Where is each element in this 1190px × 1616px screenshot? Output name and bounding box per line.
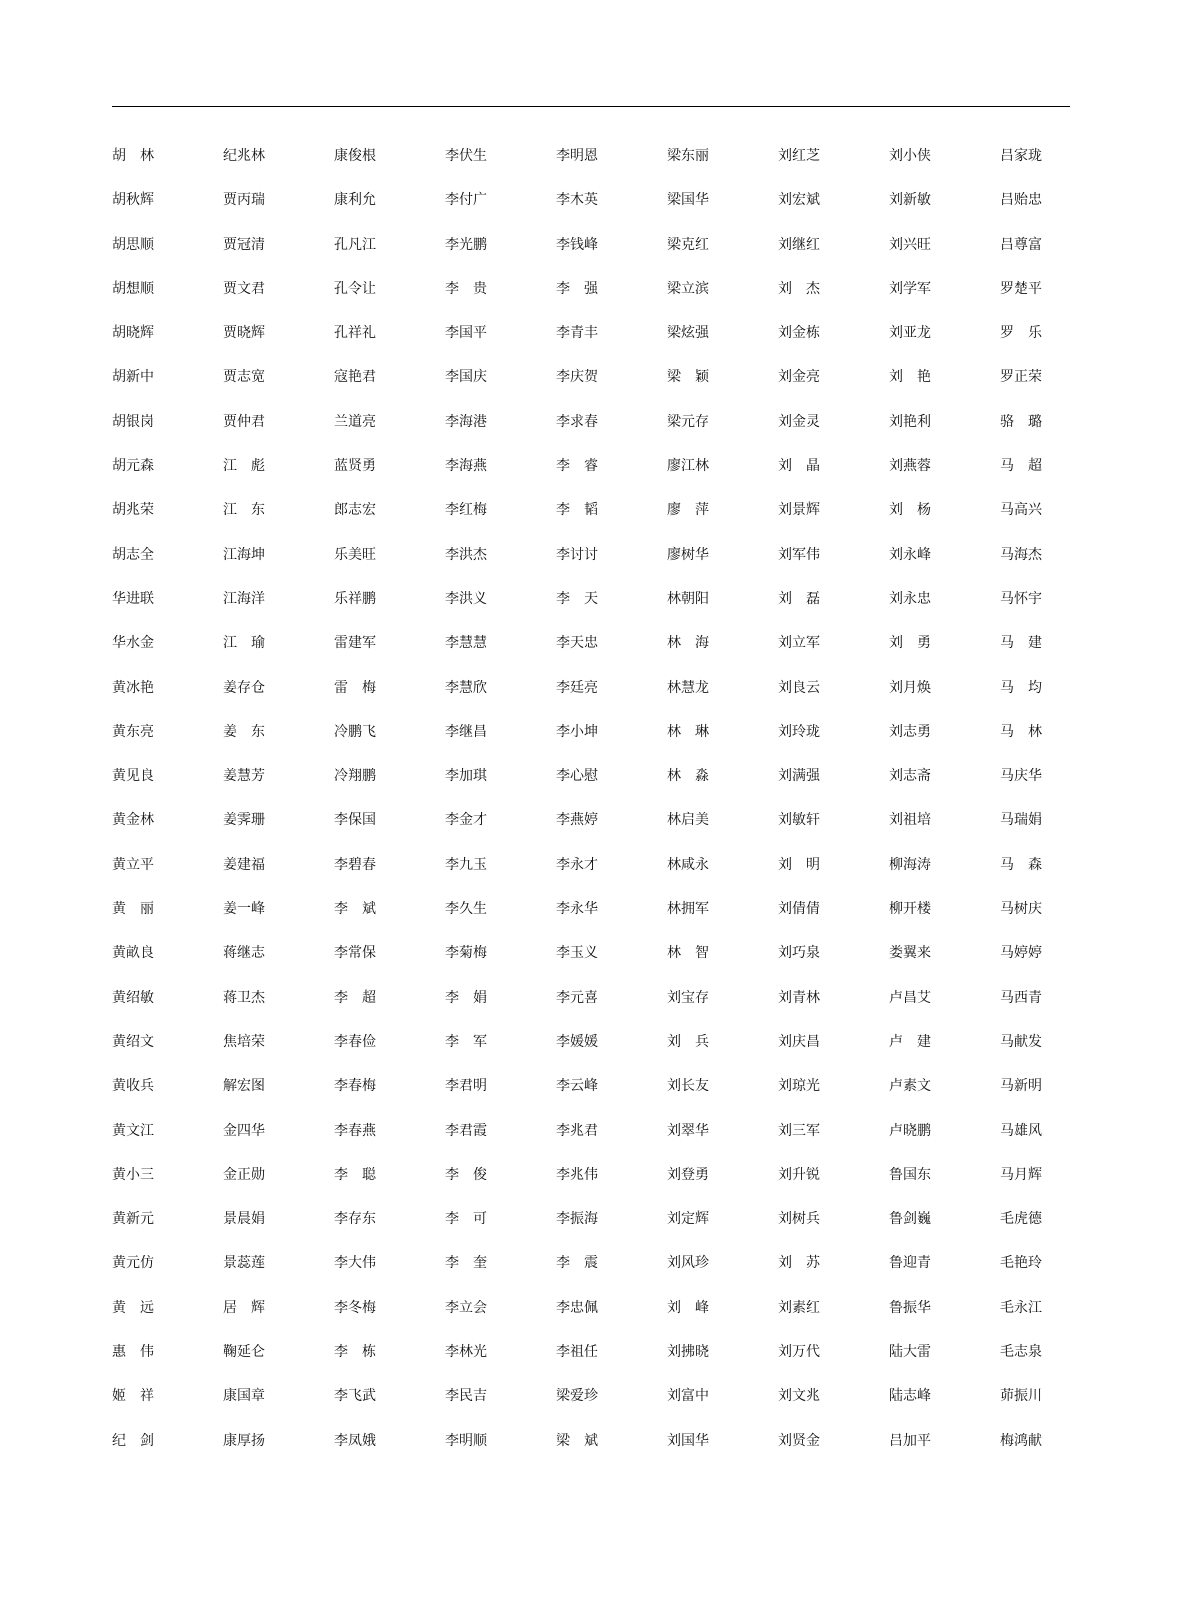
name-entry: 李廷亮 xyxy=(556,679,598,696)
name-entry: 刘长友 xyxy=(667,1078,709,1095)
name-entry: 景蕊莲 xyxy=(223,1255,265,1272)
name-entry: 马高兴 xyxy=(1000,502,1042,519)
name-entry: 李永华 xyxy=(556,901,598,918)
name-entry: 蓝贤勇 xyxy=(334,458,376,475)
name-entry: 刘倩倩 xyxy=(778,901,820,918)
name-entry: 刘 杰 xyxy=(778,280,820,297)
name-entry: 纪兆林 xyxy=(223,148,265,164)
name-entry: 黄新元 xyxy=(112,1211,154,1228)
name-entry: 李心慰 xyxy=(556,768,598,785)
name-entry: 江 瑜 xyxy=(223,635,265,652)
names-table xyxy=(112,146,1111,1475)
name-entry: 李 睿 xyxy=(556,458,598,475)
name-entry: 林 海 xyxy=(667,635,709,652)
name-entry: 梁爱珍 xyxy=(556,1388,598,1405)
name-entry: 李 娟 xyxy=(445,989,487,1006)
name-entry: 刘素红 xyxy=(778,1299,820,1316)
name-entry: 李 震 xyxy=(556,1255,598,1272)
name-entry: 江海洋 xyxy=(223,590,265,607)
name-entry: 胡志全 xyxy=(112,546,154,563)
name-entry: 康国章 xyxy=(223,1388,265,1405)
name-entry: 李民吉 xyxy=(445,1388,487,1405)
name-entry: 李海燕 xyxy=(445,458,487,475)
name-entry: 娄翼来 xyxy=(889,945,931,962)
name-entry: 冷翔鹏 xyxy=(334,768,376,785)
name-entry: 纪 剑 xyxy=(112,1432,154,1449)
name-entry: 乐美旺 xyxy=(334,546,376,563)
name-entry: 刘永忠 xyxy=(889,590,931,607)
name-entry: 李君明 xyxy=(445,1078,487,1095)
name-entry: 贾文君 xyxy=(223,280,265,297)
name-entry: 李光鹏 xyxy=(445,236,487,253)
name-entry: 江 彪 xyxy=(223,458,265,475)
name-entry: 刘永峰 xyxy=(889,546,931,563)
name-entry: 康厚扬 xyxy=(223,1432,265,1449)
name-entry: 梁东丽 xyxy=(667,148,709,164)
name-entry: 刘新敏 xyxy=(889,192,931,209)
name-entry: 卢素文 xyxy=(889,1078,931,1095)
name-entry: 李庆贺 xyxy=(556,369,598,386)
name-entry: 刘继红 xyxy=(778,236,820,253)
name-entry: 贾晓辉 xyxy=(223,325,265,342)
name-entry: 李慧欣 xyxy=(445,679,487,696)
name-entry: 孔祥礼 xyxy=(334,325,376,342)
name-entry: 刘万代 xyxy=(778,1344,820,1361)
name-entry: 冷鹏飞 xyxy=(334,723,376,740)
name-entry: 李兆伟 xyxy=(556,1166,598,1183)
name-entry: 鲁剑巍 xyxy=(889,1211,931,1228)
name-entry: 刘翠华 xyxy=(667,1122,709,1139)
name-entry: 雷建军 xyxy=(334,635,376,652)
name-entry: 吕贻忠 xyxy=(1000,192,1042,209)
name-entry: 刘玲珑 xyxy=(778,723,820,740)
name-entry: 刘志斋 xyxy=(889,768,931,785)
name-entry: 陆大雷 xyxy=(889,1344,931,1361)
name-entry: 刘国华 xyxy=(667,1432,709,1449)
name-entry: 刘 杨 xyxy=(889,502,931,519)
name-entry: 李飞武 xyxy=(334,1388,376,1405)
name-entry: 胡想顺 xyxy=(112,280,154,297)
name-entry: 马西青 xyxy=(1000,989,1042,1006)
name-entry: 李木英 xyxy=(556,192,598,209)
name-entry: 梅鸿献 xyxy=(1000,1432,1042,1449)
name-entry: 梁元存 xyxy=(667,413,709,430)
name-entry: 李加琪 xyxy=(445,768,487,785)
name-entry: 吕家珑 xyxy=(1000,148,1042,164)
name-entry: 李 斌 xyxy=(334,901,376,918)
name-entry: 李存东 xyxy=(334,1211,376,1228)
name-entry: 毛艳玲 xyxy=(1000,1255,1042,1272)
name-entry: 李永才 xyxy=(556,856,598,873)
name-entry: 刘登勇 xyxy=(667,1166,709,1183)
name-entry: 刘志勇 xyxy=(889,723,931,740)
name-entry: 李春俭 xyxy=(334,1033,376,1050)
name-entry: 刘定辉 xyxy=(667,1211,709,1228)
name-entry: 刘 勇 xyxy=(889,635,931,652)
name-entry: 姜霁珊 xyxy=(223,812,265,829)
name-entry: 刘 磊 xyxy=(778,590,820,607)
name-entry: 江 东 xyxy=(223,502,265,519)
name-entry: 惠 伟 xyxy=(112,1344,154,1361)
name-entry: 刘 明 xyxy=(778,856,820,873)
name-entry: 刘敏轩 xyxy=(778,812,820,829)
name-entry: 金正勋 xyxy=(223,1166,265,1183)
name-entry: 黄小三 xyxy=(112,1166,154,1183)
name-entry: 刘巧泉 xyxy=(778,945,820,962)
name-entry: 刘青林 xyxy=(778,989,820,1006)
name-entry: 李 栋 xyxy=(334,1344,376,1361)
name-entry: 黄金林 xyxy=(112,812,154,829)
name-entry: 李付广 xyxy=(445,192,487,209)
name-entry: 李讨讨 xyxy=(556,546,598,563)
name-entry: 姜建福 xyxy=(223,856,265,873)
name-entry: 刘金灵 xyxy=(778,413,820,430)
name-entry: 马新明 xyxy=(1000,1078,1042,1095)
name-entry: 黄立平 xyxy=(112,856,154,873)
name-entry: 毛永江 xyxy=(1000,1299,1042,1316)
name-entry: 刘满强 xyxy=(778,768,820,785)
name-entry: 鲁国东 xyxy=(889,1166,931,1183)
name-entry: 马怀宇 xyxy=(1000,590,1042,607)
name-entry: 黄绍敏 xyxy=(112,989,154,1006)
name-entry: 刘 艳 xyxy=(889,369,931,386)
name-entry: 康利允 xyxy=(334,192,376,209)
name-entry: 黄东亮 xyxy=(112,723,154,740)
name-entry: 刘富中 xyxy=(667,1388,709,1405)
name-entry: 姜一峰 xyxy=(223,901,265,918)
name-entry: 李春梅 xyxy=(334,1078,376,1095)
name-entry: 刘良云 xyxy=(778,679,820,696)
name-entry: 金四华 xyxy=(223,1122,265,1139)
name-entry: 刘宝存 xyxy=(667,989,709,1006)
name-entry: 李春燕 xyxy=(334,1122,376,1139)
name-entry: 江海坤 xyxy=(223,546,265,563)
name-entry: 刘三军 xyxy=(778,1122,820,1139)
name-entry: 李青丰 xyxy=(556,325,598,342)
name-entry: 林 琳 xyxy=(667,723,709,740)
name-entry: 李云峰 xyxy=(556,1078,598,1095)
name-entry: 梁立滨 xyxy=(667,280,709,297)
name-entry: 蒋卫杰 xyxy=(223,989,265,1006)
name-entry: 刘升锐 xyxy=(778,1166,820,1183)
name-entry: 李林光 xyxy=(445,1344,487,1361)
name-entry: 胡银岗 xyxy=(112,413,154,430)
name-entry: 刘庆昌 xyxy=(778,1033,820,1050)
name-entry: 刘金亮 xyxy=(778,369,820,386)
name-entry: 梁 颖 xyxy=(667,369,709,386)
name-entry: 黄元仿 xyxy=(112,1255,154,1272)
name-entry: 胡晓辉 xyxy=(112,325,154,342)
name-entry: 刘红芝 xyxy=(778,148,820,164)
name-entry: 鲁振华 xyxy=(889,1299,931,1316)
name-entry: 李君霞 xyxy=(445,1122,487,1139)
name-entry: 毛志泉 xyxy=(1000,1344,1042,1361)
name-entry: 刘军伟 xyxy=(778,546,820,563)
name-entry: 刘景辉 xyxy=(778,502,820,519)
name-entry: 李久生 xyxy=(445,901,487,918)
name-entry: 李海港 xyxy=(445,413,487,430)
name-entry: 景晨娟 xyxy=(223,1211,265,1228)
name-entry: 李国平 xyxy=(445,325,487,342)
name-entry: 蒋继志 xyxy=(223,945,265,962)
name-entry: 李常保 xyxy=(334,945,376,962)
name-entry: 兰道亮 xyxy=(334,413,376,430)
name-entry: 李红梅 xyxy=(445,502,487,519)
name-entry: 贾志宽 xyxy=(223,369,265,386)
name-entry: 胡兆荣 xyxy=(112,502,154,519)
name-entry: 林 淼 xyxy=(667,768,709,785)
name-entry: 郎志宏 xyxy=(334,502,376,519)
name-entry: 马海杰 xyxy=(1000,546,1042,563)
name-entry: 刘艳利 xyxy=(889,413,931,430)
name-entry: 柳海涛 xyxy=(889,856,931,873)
name-entry: 李 聪 xyxy=(334,1166,376,1183)
name-entry: 鞠延仑 xyxy=(223,1344,265,1361)
name-entry: 陆志峰 xyxy=(889,1388,931,1405)
name-entry: 黄 丽 xyxy=(112,901,154,918)
name-entry: 黄畝良 xyxy=(112,945,154,962)
name-entry: 吕加平 xyxy=(889,1432,931,1449)
name-entry: 马瑞娟 xyxy=(1000,812,1042,829)
name-entry: 林 智 xyxy=(667,945,709,962)
name-entry: 孔凡江 xyxy=(334,236,376,253)
name-entry: 孔令让 xyxy=(334,280,376,297)
name-entry: 刘兴旺 xyxy=(889,236,931,253)
name-entry: 黄冰艳 xyxy=(112,679,154,696)
name-entry: 吕尊富 xyxy=(1000,236,1042,253)
name-entry: 林启美 xyxy=(667,812,709,829)
name-entry: 华水金 xyxy=(112,635,154,652)
name-entry: 贾冠清 xyxy=(223,236,265,253)
name-entry: 李小坤 xyxy=(556,723,598,740)
name-entry: 马树庆 xyxy=(1000,901,1042,918)
name-entry: 李祖任 xyxy=(556,1344,598,1361)
name-entry: 刘贤金 xyxy=(778,1432,820,1449)
name-entry: 李明顺 xyxy=(445,1432,487,1449)
name-entry: 李 奎 xyxy=(445,1255,487,1272)
name-entry: 刘亚龙 xyxy=(889,325,931,342)
name-entry: 李忠佩 xyxy=(556,1299,598,1316)
name-entry: 贾丙瑞 xyxy=(223,192,265,209)
name-entry: 梁炫强 xyxy=(667,325,709,342)
name-entry: 李立会 xyxy=(445,1299,487,1316)
name-entry: 李 超 xyxy=(334,989,376,1006)
name-entry: 李碧春 xyxy=(334,856,376,873)
name-entry: 姜 东 xyxy=(223,723,265,740)
name-entry: 康俊根 xyxy=(334,148,376,164)
name-entry: 黄收兵 xyxy=(112,1078,154,1095)
name-entry: 刘月焕 xyxy=(889,679,931,696)
name-entry: 刘学军 xyxy=(889,280,931,297)
name-entry: 李继昌 xyxy=(445,723,487,740)
name-entry: 李求春 xyxy=(556,413,598,430)
name-entry: 刘燕蓉 xyxy=(889,458,931,475)
name-entry: 刘风珍 xyxy=(667,1255,709,1272)
name-entry: 罗正荣 xyxy=(1000,369,1042,386)
name-entry: 李大伟 xyxy=(334,1255,376,1272)
name-entry: 李九玉 xyxy=(445,856,487,873)
name-entry: 马庆华 xyxy=(1000,768,1042,785)
name-entry: 姜存仓 xyxy=(223,679,265,696)
name-entry: 解宏图 xyxy=(223,1078,265,1095)
name-entry: 姬 祥 xyxy=(112,1388,154,1405)
name-entry: 卢昌艾 xyxy=(889,989,931,1006)
name-entry: 廖树华 xyxy=(667,546,709,563)
name-entry: 刘祖培 xyxy=(889,812,931,829)
name-entry: 李天忠 xyxy=(556,635,598,652)
name-entry: 雷 梅 xyxy=(334,679,376,696)
name-entry: 李 俊 xyxy=(445,1166,487,1183)
name-entry: 焦培荣 xyxy=(223,1033,265,1050)
name-entry: 李凤娥 xyxy=(334,1432,376,1449)
name-entry: 马 均 xyxy=(1000,679,1042,696)
name-entry: 李 贵 xyxy=(445,280,487,297)
header-rule xyxy=(112,106,1070,107)
name-entry: 林朝阳 xyxy=(667,590,709,607)
name-entry: 刘金栋 xyxy=(778,325,820,342)
name-entry: 李振海 xyxy=(556,1211,598,1228)
name-entry: 李 天 xyxy=(556,590,598,607)
name-entry: 李 军 xyxy=(445,1033,487,1050)
name-entry: 李国庆 xyxy=(445,369,487,386)
name-entry: 黄 远 xyxy=(112,1299,154,1316)
name-entry: 黄绍文 xyxy=(112,1033,154,1050)
name-entry: 胡思顺 xyxy=(112,236,154,253)
name-entry: 华进联 xyxy=(112,590,154,607)
name-entry: 刘 晶 xyxy=(778,458,820,475)
name-entry: 李冬梅 xyxy=(334,1299,376,1316)
name-entry: 李洪义 xyxy=(445,590,487,607)
name-entry: 梁国华 xyxy=(667,192,709,209)
name-entry: 马月辉 xyxy=(1000,1166,1042,1183)
name-entry: 鲁迎青 xyxy=(889,1255,931,1272)
name-entry: 刘琼光 xyxy=(778,1078,820,1095)
name-entry: 乐祥鹏 xyxy=(334,590,376,607)
name-entry: 茆振川 xyxy=(1000,1388,1042,1405)
name-entry: 刘 兵 xyxy=(667,1033,709,1050)
name-entry: 李明恩 xyxy=(556,148,598,164)
name-entry: 居 辉 xyxy=(223,1299,265,1316)
name-entry: 刘 苏 xyxy=(778,1255,820,1272)
name-entry: 姜慧芳 xyxy=(223,768,265,785)
name-entry: 李保国 xyxy=(334,812,376,829)
name-entry: 刘宏斌 xyxy=(778,192,820,209)
name-entry: 梁 斌 xyxy=(556,1432,598,1449)
name-entry: 李钱峰 xyxy=(556,236,598,253)
name-entry: 李 强 xyxy=(556,280,598,297)
name-entry: 廖 萍 xyxy=(667,502,709,519)
name-entry: 刘小侠 xyxy=(889,148,931,164)
name-entry: 马 超 xyxy=(1000,458,1042,475)
name-entry: 李伏生 xyxy=(445,148,487,164)
name-entry: 胡 林 xyxy=(112,148,154,164)
name-entry: 罗 乐 xyxy=(1000,325,1042,342)
name-entry: 刘 峰 xyxy=(667,1299,709,1316)
name-entry: 李菊梅 xyxy=(445,945,487,962)
name-entry: 罗楚平 xyxy=(1000,280,1042,297)
name-entry: 李慧慧 xyxy=(445,635,487,652)
name-entry: 卢 建 xyxy=(889,1033,931,1050)
name-entry: 李洪杰 xyxy=(445,546,487,563)
name-entry: 黄见良 xyxy=(112,768,154,785)
name-entry: 林慧龙 xyxy=(667,679,709,696)
name-entry: 马 森 xyxy=(1000,856,1042,873)
name-entry: 贾仲君 xyxy=(223,413,265,430)
name-entry: 柳开楼 xyxy=(889,901,931,918)
name-entry: 廖江林 xyxy=(667,458,709,475)
name-entry: 骆 璐 xyxy=(1000,413,1042,430)
name-entry: 李玉义 xyxy=(556,945,598,962)
name-entry: 卢晓鹏 xyxy=(889,1122,931,1139)
name-entry: 李兆君 xyxy=(556,1122,598,1139)
name-entry: 林拥军 xyxy=(667,901,709,918)
name-entry: 刘树兵 xyxy=(778,1211,820,1228)
name-entry: 李金才 xyxy=(445,812,487,829)
name-entry: 寇艳君 xyxy=(334,369,376,386)
name-entry: 马献发 xyxy=(1000,1033,1042,1050)
name-entry: 李燕婷 xyxy=(556,812,598,829)
name-entry: 刘立军 xyxy=(778,635,820,652)
name-entry: 胡元森 xyxy=(112,458,154,475)
name-entry: 李 可 xyxy=(445,1211,487,1228)
name-entry: 胡新中 xyxy=(112,369,154,386)
name-entry: 李元喜 xyxy=(556,989,598,1006)
name-entry: 林咸永 xyxy=(667,856,709,873)
name-entry: 毛虎德 xyxy=(1000,1211,1042,1228)
name-entry: 刘拂晓 xyxy=(667,1344,709,1361)
name-entry: 马雄风 xyxy=(1000,1122,1042,1139)
name-entry: 黄文江 xyxy=(112,1122,154,1139)
name-entry: 梁克红 xyxy=(667,236,709,253)
name-entry: 马 建 xyxy=(1000,635,1042,652)
name-entry: 李 韬 xyxy=(556,502,598,519)
name-entry: 马婷婷 xyxy=(1000,945,1042,962)
name-entry: 刘文兆 xyxy=(778,1388,820,1405)
name-entry: 马 林 xyxy=(1000,723,1042,740)
name-entry: 李媛媛 xyxy=(556,1033,598,1050)
name-entry: 胡秋辉 xyxy=(112,192,154,209)
